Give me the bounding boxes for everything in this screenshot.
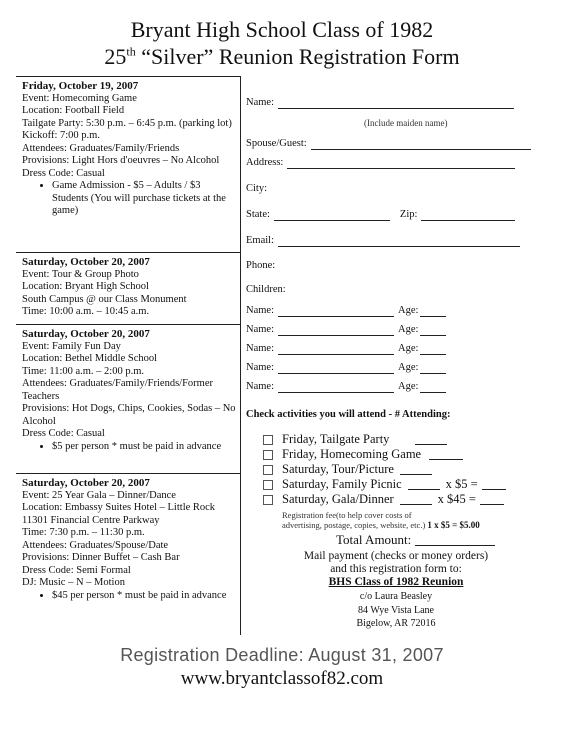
children-label: Children:	[246, 284, 286, 295]
checkbox[interactable]	[263, 450, 273, 460]
gala-price: x $45 =	[437, 492, 476, 506]
event-line: Attendees: Graduates/Family/Friends/Former Teachers	[22, 378, 214, 402]
anniversary-number: 25	[104, 44, 127, 69]
maiden-name-note: (Include maiden name)	[364, 118, 448, 128]
phone-row	[246, 259, 517, 272]
city-state-zip: Bigelow, AR 72016	[356, 618, 436, 629]
event-line: Kickoff: 7:00 p.m.	[22, 130, 100, 141]
event-date: Saturday, October 20, 2007	[22, 256, 150, 268]
event-date: Saturday, October 20, 2007	[22, 328, 150, 340]
child-name-field[interactable]	[278, 363, 394, 374]
children-row	[246, 283, 286, 296]
event-line: Provisions: Dinner Buffet – Cash Bar	[22, 552, 180, 563]
activity-label: Saturday, Gala/Dinner	[282, 492, 394, 506]
event-block-friday	[16, 77, 240, 253]
checkbox[interactable]	[263, 495, 273, 505]
child-name-label: Name:	[246, 343, 274, 354]
event-line: Event: 25 Year Gala – Dinner/Dance	[22, 489, 176, 501]
child-row	[246, 380, 446, 393]
event-line: Time: 11:00 a.m. – 2:00 p.m.	[22, 365, 145, 377]
phone-field[interactable]	[279, 261, 517, 272]
child-age-field[interactable]	[420, 306, 446, 317]
spouse-row	[246, 137, 531, 150]
state-zip-row	[246, 208, 515, 221]
attending-count-field[interactable]	[408, 479, 440, 490]
attending-count-field[interactable]	[400, 494, 432, 505]
child-age-label: Age:	[398, 362, 419, 373]
zip-label: Zip:	[399, 209, 418, 220]
child-name-label: Name:	[246, 324, 274, 335]
event-bullet: • $5 per person * must be paid in advance	[52, 441, 236, 454]
event-block-family-day	[16, 325, 240, 474]
event-line: DJ: Music – N – Motion	[22, 577, 125, 588]
picnic-price: x $5 =	[445, 477, 478, 491]
address-label: Address:	[246, 157, 284, 168]
event-line: Provisions: Light Hors d'oeuvres – No Alcohol	[22, 155, 220, 166]
activities-heading: Check activities you will attend - # Attending:	[246, 409, 451, 420]
child-name-field[interactable]	[278, 306, 394, 317]
attending-count-field[interactable]	[415, 434, 447, 445]
event-schedule	[16, 76, 241, 635]
child-age-label: Age:	[398, 305, 419, 316]
state-field[interactable]	[274, 210, 390, 221]
event-line: Dress Code: Casual	[22, 428, 105, 439]
activity-label: Saturday, Family Picnic	[282, 477, 402, 491]
event-line: Event: Homecoming Game	[22, 92, 137, 104]
website-link[interactable]: www.bryantclassof82.com	[180, 668, 384, 689]
page-title: Bryant High School Class of 1982	[130, 17, 434, 42]
fee-note-2	[282, 520, 480, 530]
total-label: Total Amount:	[336, 532, 412, 547]
child-age-field[interactable]	[420, 344, 446, 355]
fee-note: Registration fee(to help cover costs of	[282, 510, 412, 520]
payee-name: BHS Class of 1982 Reunion	[328, 576, 464, 588]
child-row	[246, 342, 446, 355]
child-age-label: Age:	[398, 343, 419, 354]
event-line: Location: Embassy Suites Hotel – Little Rock	[22, 502, 216, 513]
event-line: Dress Code: Casual	[22, 167, 105, 179]
event-line: Event: Family Fun Day	[22, 340, 121, 352]
care-of: c/o Laura Beasley	[359, 591, 433, 602]
fee-note-text: advertising, postage, copies, website, etc.)	[282, 520, 426, 530]
state-label: State:	[246, 209, 270, 220]
email-row	[246, 234, 520, 247]
activity-label: Friday, Homecoming Game	[282, 447, 422, 461]
event-bullets	[22, 441, 236, 454]
child-name-field[interactable]	[278, 344, 394, 355]
checkbox[interactable]	[263, 480, 273, 490]
picnic-total-field[interactable]	[482, 479, 506, 490]
child-name-field[interactable]	[278, 325, 394, 336]
event-block-gala	[16, 474, 240, 606]
total-row	[336, 533, 495, 546]
registration-deadline: Registration Deadline: August 31, 2007	[120, 645, 444, 665]
child-age-label: Age:	[398, 381, 419, 392]
address-row	[246, 156, 515, 169]
child-name-label: Name:	[246, 305, 274, 316]
page-subtitle	[0, 45, 564, 69]
email-field[interactable]	[278, 236, 520, 247]
event-line: Attendees: Graduates/Spouse/Date	[22, 539, 169, 551]
checkbox[interactable]	[263, 465, 273, 475]
event-line: 11301 Financial Centre Parkway	[22, 514, 160, 526]
attending-count-field[interactable]	[400, 464, 432, 475]
phone-label: Phone:	[246, 260, 276, 271]
anniversary-suffix: th	[126, 44, 136, 59]
name-label: Name:	[246, 97, 274, 108]
event-line: Location: Bryant High School	[22, 281, 149, 292]
event-line: Dress Code: Semi Formal	[22, 564, 131, 576]
city-row	[246, 182, 521, 195]
activity-tailgate[interactable]	[263, 433, 447, 446]
checkbox[interactable]	[263, 435, 273, 445]
activity-gala[interactable]	[263, 493, 504, 506]
child-age-field[interactable]	[420, 382, 446, 393]
child-row	[246, 361, 446, 374]
city-field[interactable]	[271, 184, 521, 195]
zip-field[interactable]	[421, 210, 515, 221]
event-line: Location: Bethel Middle School	[22, 353, 158, 364]
event-date: Friday, October 19, 2007	[22, 80, 139, 92]
event-bullet: • $45 per person * must be paid in advance	[52, 590, 236, 603]
email-label: Email:	[246, 235, 274, 246]
event-line: Provisions: Hot Dogs, Chips, Cookies, Sodas – No Alcohol	[22, 403, 236, 427]
mail-instructions-1: Mail payment (checks or money orders)	[303, 550, 489, 562]
event-bullets	[22, 590, 236, 603]
event-line: Attendees: Graduates/Family/Friends	[22, 142, 180, 154]
activity-homecoming[interactable]	[263, 448, 463, 461]
name-row	[246, 96, 514, 109]
activity-picnic[interactable]	[263, 478, 506, 491]
gala-total-field[interactable]	[480, 494, 504, 505]
street-address: 84 Wye Vista Lane	[358, 605, 434, 616]
child-name-label: Name:	[246, 381, 274, 392]
spouse-field[interactable]	[311, 139, 531, 150]
subtitle-rest: “Silver” Reunion Registration Form	[135, 44, 460, 69]
activity-tour[interactable]	[263, 463, 432, 476]
attending-count-field[interactable]	[429, 449, 463, 460]
child-age-field[interactable]	[420, 325, 446, 336]
event-line: Event: Tour & Group Photo	[22, 268, 139, 280]
event-block-tour	[16, 253, 240, 325]
fee-amount: 1 x $5 = $5.00	[427, 520, 480, 530]
event-bullets	[22, 180, 236, 218]
address-field[interactable]	[287, 158, 515, 169]
total-field[interactable]	[415, 535, 495, 546]
event-bullet: • Game Admission - $5 – Adults / $3 Students (You will purchase tickets at the game)	[52, 180, 236, 218]
event-line: South Campus @ our Class Monument	[22, 293, 187, 305]
child-age-label: Age:	[398, 324, 419, 335]
name-field[interactable]	[278, 98, 514, 109]
child-name-field[interactable]	[278, 382, 394, 393]
child-name-label: Name:	[246, 362, 274, 373]
city-label: City:	[246, 183, 268, 194]
activity-label: Saturday, Tour/Picture	[282, 462, 394, 476]
activity-label: Friday, Tailgate Party	[282, 432, 390, 446]
event-date: Saturday, October 20, 2007	[22, 477, 150, 489]
event-line: Time: 7:30 p.m. – 11:30 p.m.	[22, 527, 145, 538]
mail-instructions-2: and this registration form to:	[330, 563, 462, 575]
event-line: Location: Football Field	[22, 105, 125, 116]
event-line: Time: 10:00 a.m. – 10:45 a.m.	[22, 306, 150, 317]
spouse-label: Spouse/Guest:	[246, 138, 307, 149]
child-row	[246, 304, 446, 317]
child-age-field[interactable]	[420, 363, 446, 374]
event-line: Tailgate Party: 5:30 p.m. – 6:45 p.m. (parking lot)	[22, 117, 232, 129]
child-row	[246, 323, 446, 336]
